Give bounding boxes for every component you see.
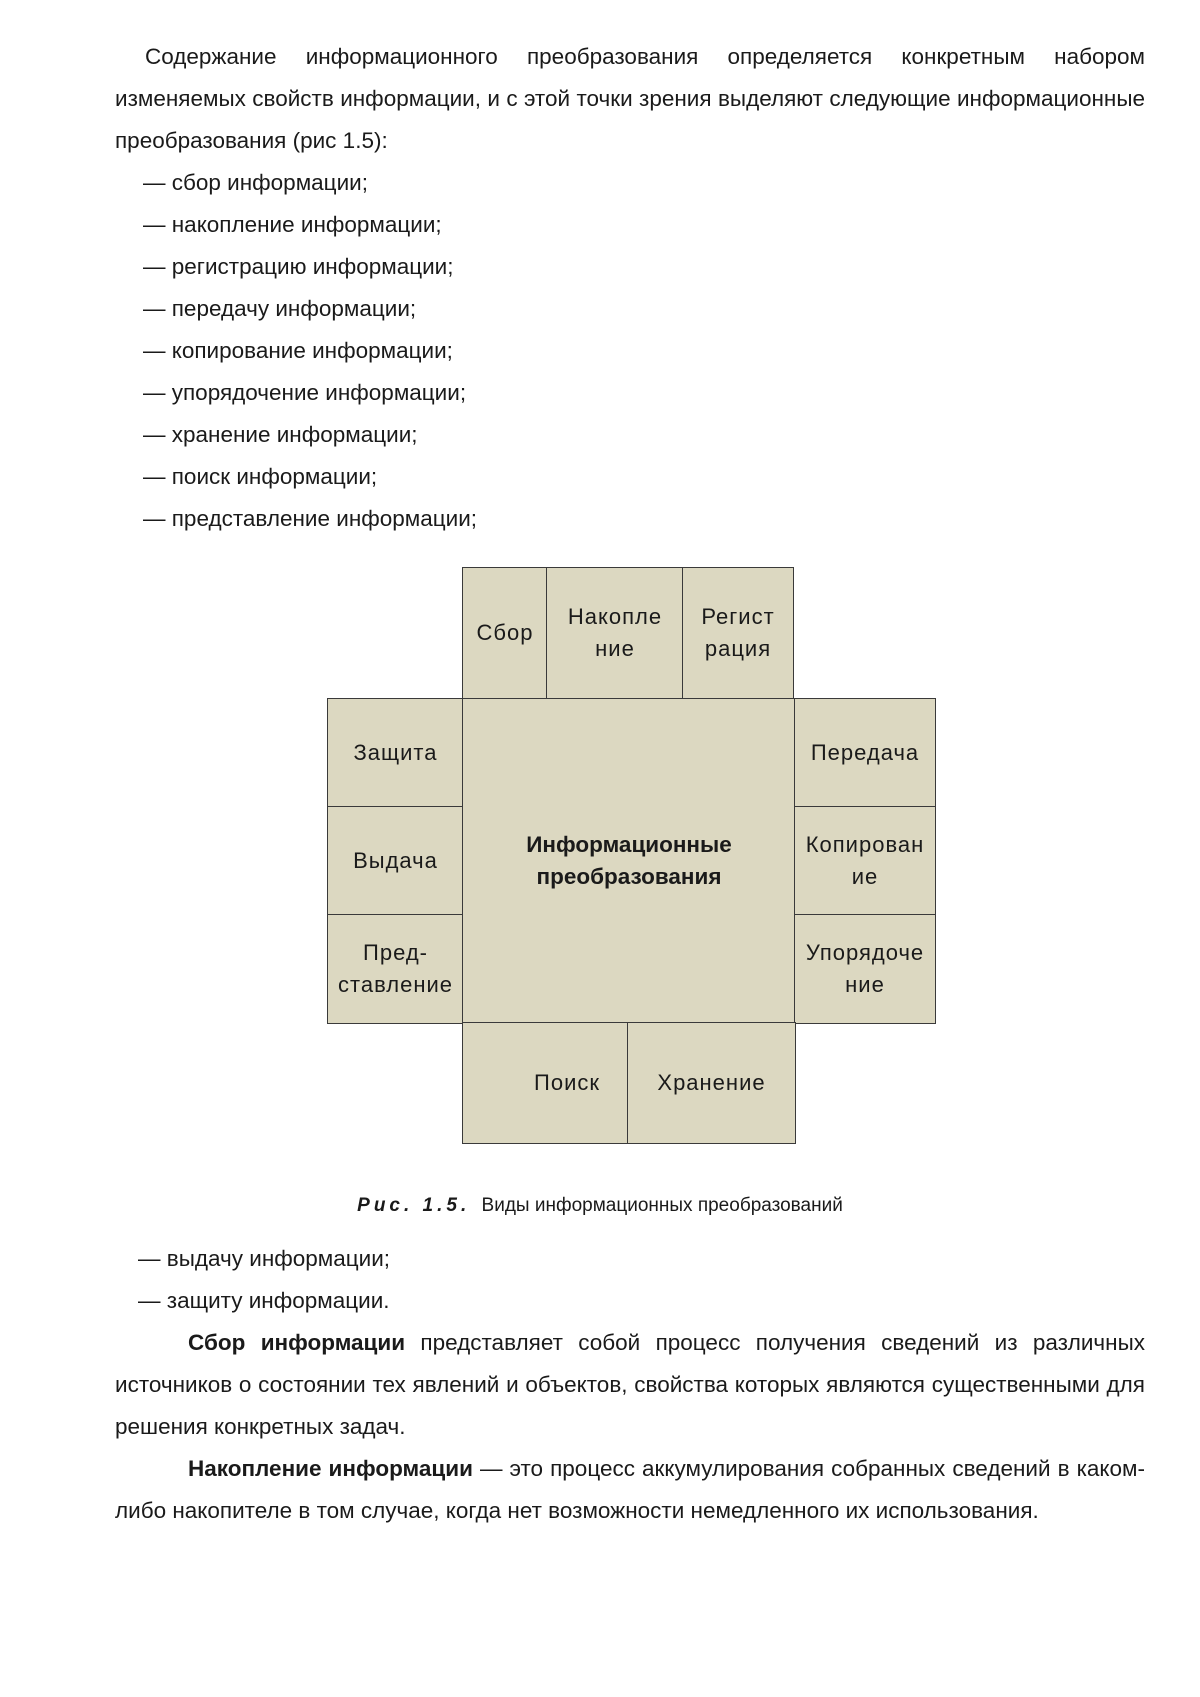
diagram-cell-search [462, 1022, 629, 1144]
cell-label: Хранение [657, 1070, 766, 1095]
diagram-cell-storage [627, 1022, 796, 1144]
intro-paragraph: Содержание информационного преобразования определяется конкретным набором изменяемых свойств информации, и с этой точки зрения выделяют следующие информационные преобразования (рис 1.5): [115, 44, 1145, 153]
cell-label: Передача [810, 740, 920, 765]
list-item: — упорядочение информации; [143, 380, 467, 405]
cell-label: Копирован ие [805, 832, 925, 889]
list-item: — выдачу информации; [138, 1246, 391, 1271]
cell-label: Накопле ние [567, 604, 663, 661]
collect-paragraph [115, 1322, 1145, 1448]
list-item: — копирование информации; [143, 338, 453, 363]
center-label: Информационные преобразования [526, 832, 732, 889]
diagram-cell-order [794, 914, 936, 1024]
cell-label: Регист рация [701, 604, 775, 661]
term-accumulate: Накопление информации [188, 1456, 473, 1481]
figure-caption [0, 1193, 1200, 1219]
accumulate-paragraph [115, 1448, 1145, 1532]
diagram-cell-protect [327, 698, 464, 808]
list-item: — поиск информации; [143, 464, 378, 489]
cell-label: Защита [353, 740, 438, 765]
diagram-cell-collect [462, 567, 548, 699]
transformations-list [143, 162, 1143, 540]
list-item: — регистрацию информации; [143, 254, 454, 279]
diagram-center [462, 698, 796, 1024]
collect-definition: представляет собой процесс получения сведений из различных источников о состоянии тех явлений и объектов, свойства которых являются существенными для решения конкретных задач. [115, 1330, 1146, 1439]
list-item: — передачу информации; [143, 296, 417, 321]
diagram-cell-register [682, 567, 794, 699]
cell-label: Выдача [353, 848, 438, 873]
diagram-cell-transfer [794, 698, 936, 808]
list-item: — накопление информации; [143, 212, 442, 237]
diagram-cell-output [327, 806, 464, 916]
diagram-cell-present [327, 914, 464, 1024]
term-collect: Сбор информации [188, 1330, 406, 1355]
diagram-cell-accumulate [546, 567, 684, 699]
cell-label: Пред- ставление [338, 940, 453, 997]
cell-label: Упорядоче ние [805, 940, 925, 997]
caption-text: Виды информационных преобразований [481, 1195, 843, 1216]
list-item: — защиту информации. [138, 1288, 390, 1313]
cell-label: Сбор [476, 620, 534, 645]
list-item: — представление информации; [143, 506, 478, 531]
diagram-cell-copy [794, 806, 936, 916]
caption-label: Рис. 1.5. [357, 1195, 471, 1216]
cell-label: Поиск [534, 1070, 600, 1095]
accumulate-definition: — это процесс аккумулирования собранных сведений в каком-либо накопителе в том случае, когда нет возможности немедленного их использования. [115, 1456, 1145, 1523]
transformations-list-continued [138, 1238, 1138, 1322]
list-item: — хранение информации; [143, 422, 418, 447]
list-item: — сбор информации; [143, 170, 368, 195]
